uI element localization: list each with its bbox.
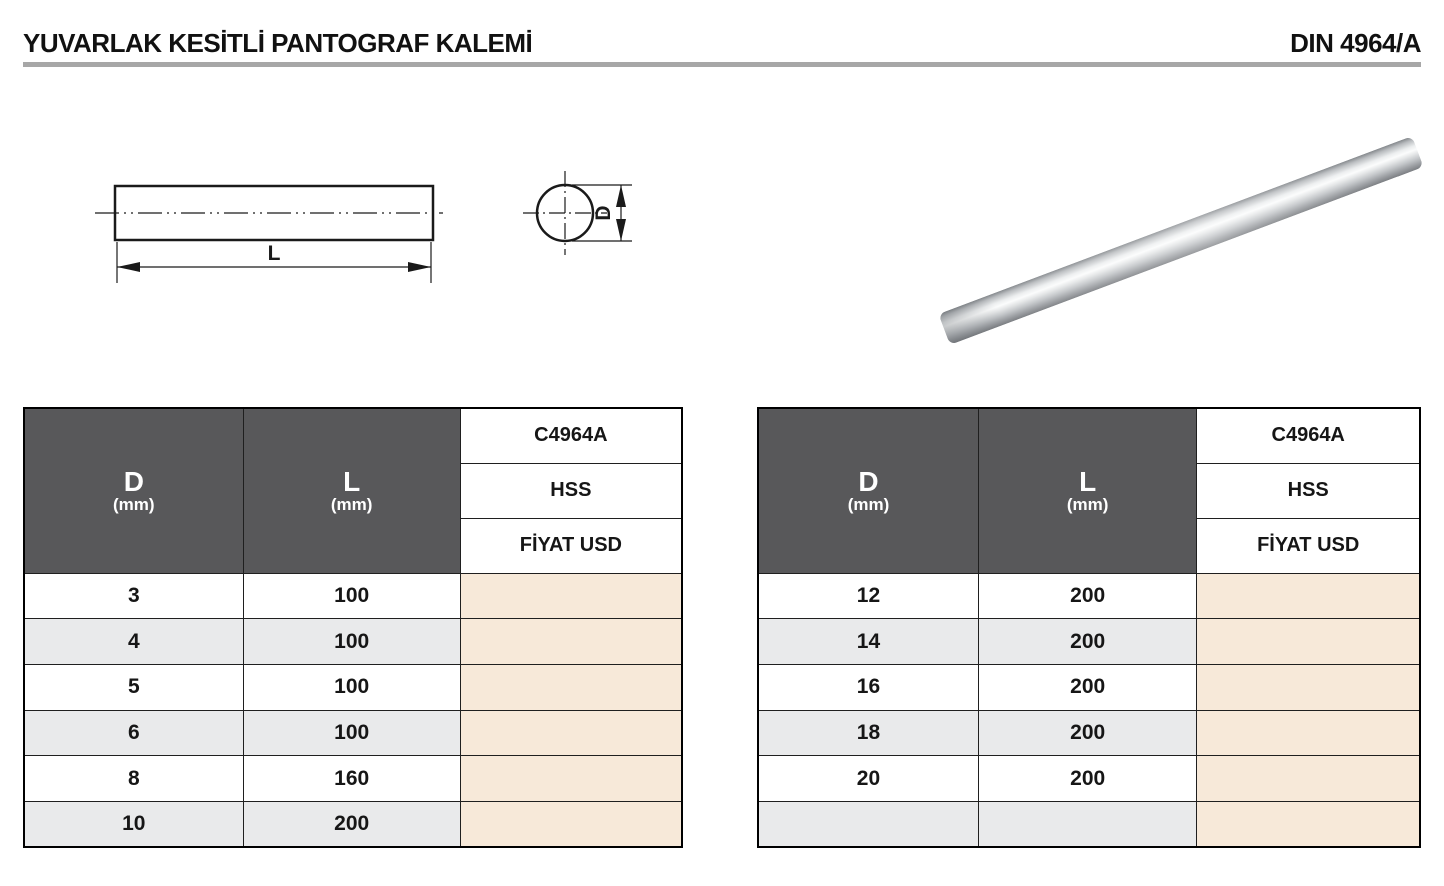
price-cell <box>1197 619 1420 665</box>
product-code-cell: C4964A <box>1197 408 1420 463</box>
l-value <box>978 801 1196 847</box>
l-label: L <box>1079 465 1097 497</box>
l-unit: (mm) <box>330 495 373 515</box>
l-value: 200 <box>978 756 1196 802</box>
d-label: D <box>123 465 144 497</box>
standard-code: DIN 4964/A <box>1290 28 1421 58</box>
length-dimension-label: L <box>267 242 281 265</box>
table-row <box>758 801 1420 847</box>
price-cell <box>460 801 682 847</box>
table-row <box>24 573 682 619</box>
arrowhead-down <box>616 219 626 241</box>
diameter-dimension-label: D <box>592 205 615 221</box>
col-header-d <box>24 408 243 573</box>
table-row <box>758 619 1420 665</box>
d-value: 10 <box>24 801 243 847</box>
technical-drawing <box>80 140 660 310</box>
table-row <box>24 710 682 756</box>
l-value: 100 <box>243 664 460 710</box>
d-value: 12 <box>758 573 978 619</box>
d-value <box>758 801 978 847</box>
d-unit: (mm) <box>113 495 155 515</box>
l-label: L <box>343 465 361 497</box>
d-value: 14 <box>758 619 978 665</box>
header-row <box>24 408 682 463</box>
col-header-d <box>758 408 978 573</box>
side-view-drawing <box>95 186 443 283</box>
l-value: 200 <box>978 710 1196 756</box>
arrowhead-right <box>408 262 431 272</box>
table-row <box>24 756 682 802</box>
price-cell <box>460 664 682 710</box>
l-value: 200 <box>243 801 460 847</box>
l-value: 100 <box>243 619 460 665</box>
material-cell: HSS <box>460 463 682 518</box>
page-title: YUVARLAK KESİTLİ PANTOGRAF KALEMİ <box>23 28 533 58</box>
d-label: D <box>858 465 879 497</box>
table-row <box>24 801 682 847</box>
table-row <box>758 573 1420 619</box>
spec-table-left <box>23 407 683 848</box>
l-value: 160 <box>243 756 460 802</box>
d-value: 18 <box>758 710 978 756</box>
price-cell <box>1197 573 1420 619</box>
l-value: 100 <box>243 710 460 756</box>
title-divider <box>23 62 1421 67</box>
col-header-l <box>243 408 460 573</box>
price-header-cell: FİYAT USD <box>460 518 682 573</box>
d-value: 5 <box>24 664 243 710</box>
d-value: 8 <box>24 756 243 802</box>
price-cell <box>1197 710 1420 756</box>
price-cell <box>460 710 682 756</box>
d-value: 4 <box>24 619 243 665</box>
product-photo-rod <box>938 136 1423 345</box>
d-value: 6 <box>24 710 243 756</box>
l-unit: (mm) <box>1066 495 1109 515</box>
l-value: 100 <box>243 573 460 619</box>
price-header-cell: FİYAT USD <box>1197 518 1420 573</box>
price-cell <box>460 573 682 619</box>
d-value: 3 <box>24 573 243 619</box>
d-value: 16 <box>758 664 978 710</box>
section-view-drawing <box>523 171 632 255</box>
table-row <box>758 664 1420 710</box>
price-cell <box>460 756 682 802</box>
price-cell <box>1197 756 1420 802</box>
col-header-l <box>978 408 1196 573</box>
price-cell <box>1197 664 1420 710</box>
l-value: 200 <box>978 664 1196 710</box>
table-row <box>24 664 682 710</box>
price-cell <box>1197 801 1420 847</box>
d-unit: (mm) <box>847 495 890 515</box>
product-code-cell: C4964A <box>460 408 682 463</box>
arrowhead-up <box>616 185 626 207</box>
l-value: 200 <box>978 619 1196 665</box>
spec-table-right <box>757 407 1421 848</box>
table-row <box>758 710 1420 756</box>
price-cell <box>460 619 682 665</box>
material-cell: HSS <box>1197 463 1420 518</box>
table-row <box>758 756 1420 802</box>
arrowhead-left <box>117 262 140 272</box>
l-value: 200 <box>978 573 1196 619</box>
header-row <box>758 408 1420 463</box>
d-value: 20 <box>758 756 978 802</box>
table-row <box>24 619 682 665</box>
